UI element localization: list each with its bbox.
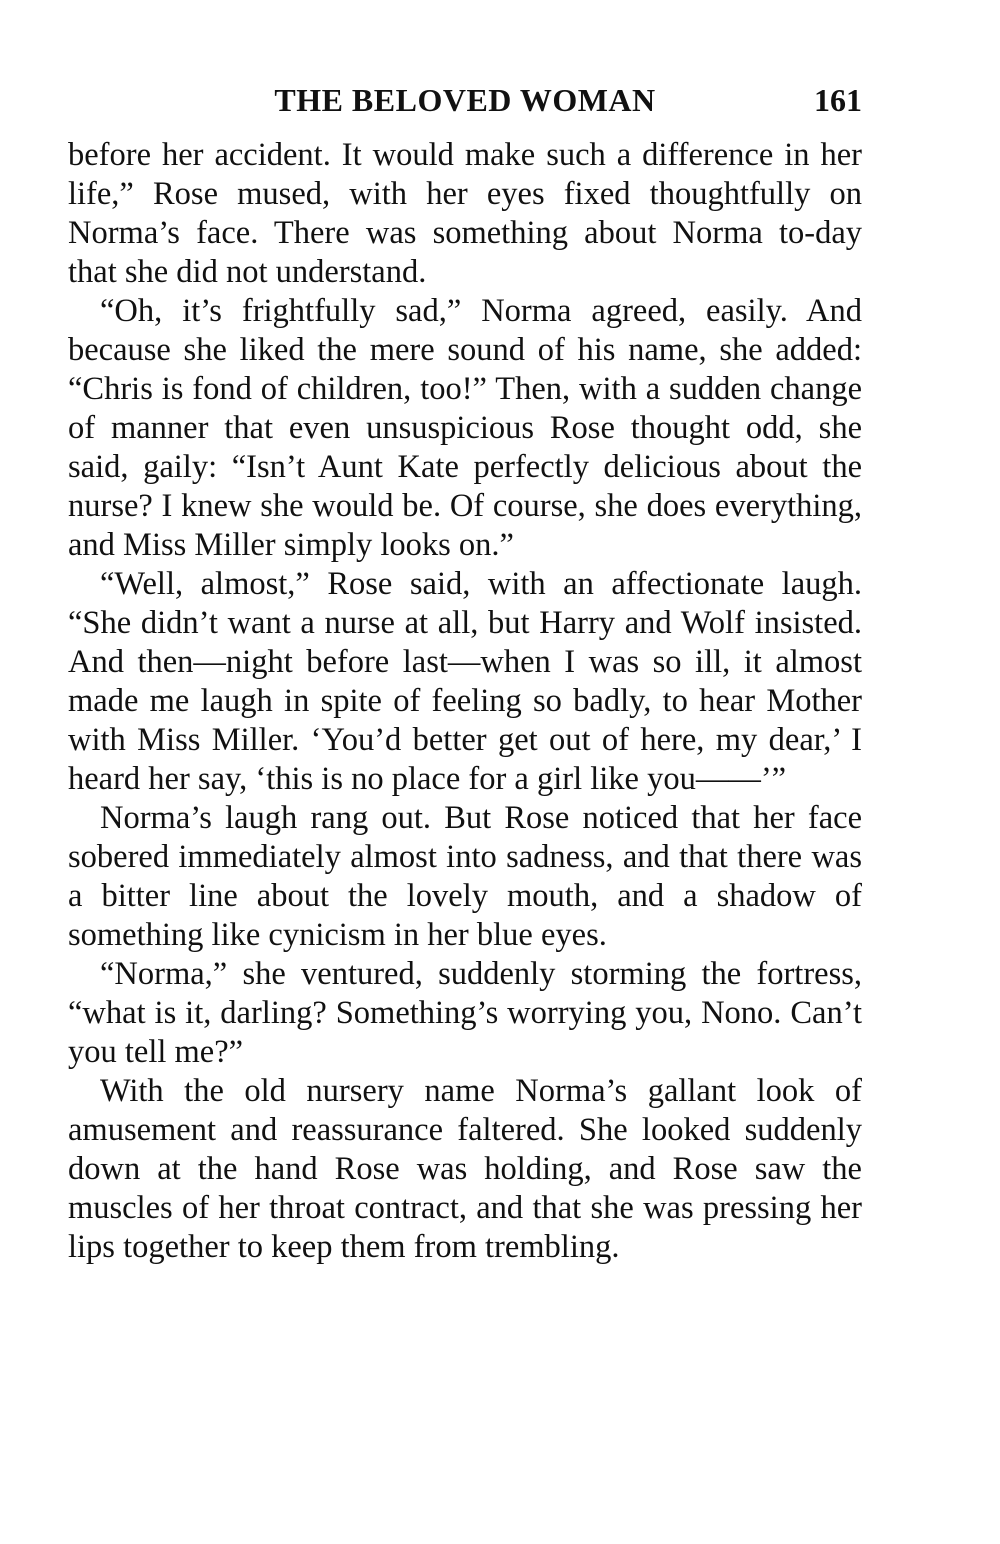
book-page [68, 78, 862, 1267]
paragraph: “Norma,” she ventured, suddenly storming the fortress, “what is it, darling? Something’s worrying you, Nono. Can’t you tell me?” [68, 956, 862, 1070]
paragraph: With the old nursery name Norma’s gallant look of amusement and reassurance faltered. She looked suddenly down at the hand Rose was holding, and Rose saw the muscles of her throat contract, and that she was pressing her lips together to keep them from trembling. [68, 1073, 862, 1265]
running-head [68, 78, 862, 122]
paragraph: “Well, almost,” Rose said, with an affectionate laugh. “She didn’t want a nurse at all, but Harry and Wolf insisted. And then—night before last—when I was so ill, it almost made me laugh in spite of feeling so badly, to hear Mother with Miss Miller. ‘You’d better get out of here, my dear,’ I heard her say, ‘this is no place for a girl like you——’” [68, 566, 862, 797]
paragraph: Norma’s laugh rang out. But Rose noticed that her face sobered immediately almost into sadness, and that there was a bitter line about the lovely mouth, and a shadow of something like cynicism in her blue eyes. [68, 800, 862, 953]
running-title: THE BELOVED WOMAN [274, 82, 656, 118]
paragraph-continued: before her accident. It would make such a difference in her life,” Rose mused, with her eyes fixed thoughtfully on Norma’s face. There was something about Norma to-day that she did not understand. [68, 137, 862, 290]
paragraph: “Oh, it’s frightfully sad,” Norma agreed, easily. And because she liked the mere sound of his name, she added: “Chris is fond of children, too!” Then, with a sudden change of manner that even unsuspicious Rose thought odd, she said, gaily: “Isn’t Aunt Kate perfectly delicious about the nurse? I knew she would be. Of course, she does everything, and Miss Miller simply looks on.” [68, 293, 862, 563]
body-text [68, 136, 862, 1267]
page-number: 161 [814, 82, 862, 118]
